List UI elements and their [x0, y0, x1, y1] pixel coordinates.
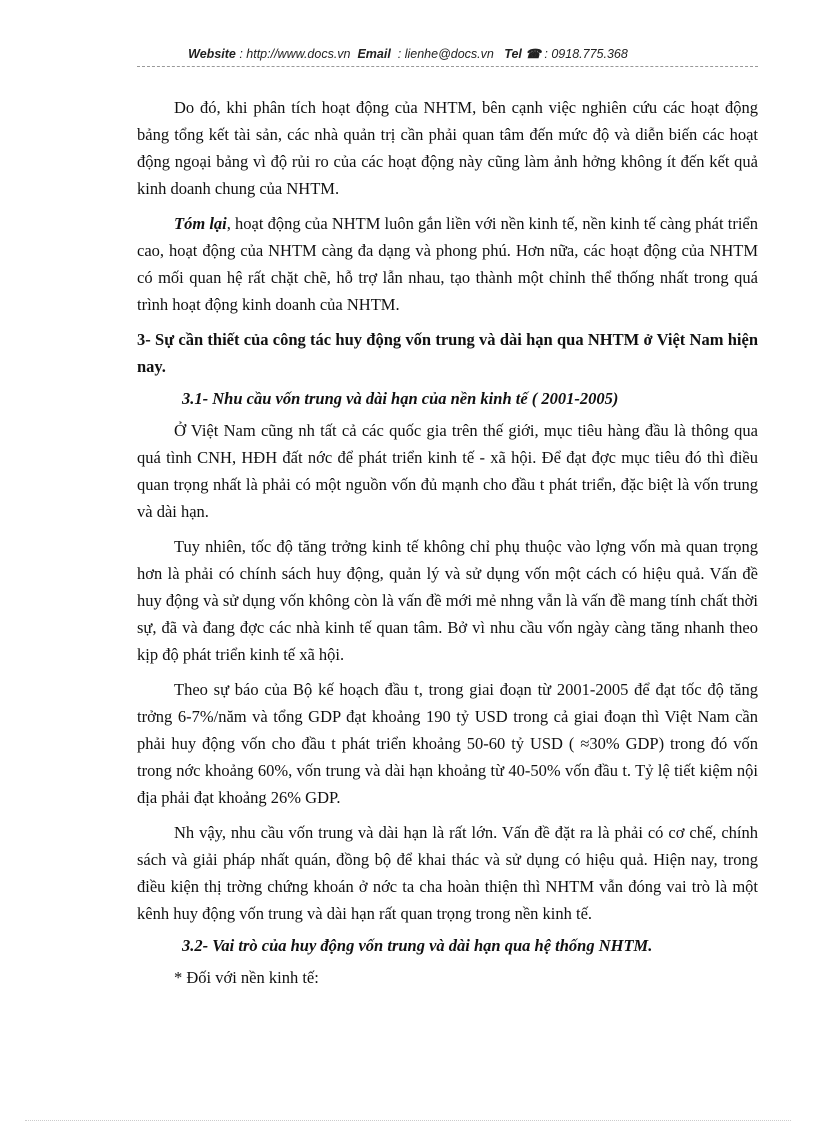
subsection-3-2-heading: 3.2- Vai trò của huy động vốn trung và dài hạn qua hệ thống NHTM.	[182, 936, 653, 955]
document-body	[137, 94, 758, 991]
summary-lead: Tóm lại	[174, 214, 227, 233]
paragraph-1: Do đó, khi phân tích hoạt động của NHTM, bên cạnh việc nghiên cứu các hoạt động bảng tổng kết tài sản, các nhà quản trị cần phải quan tâm đến mức độ và diễn biến các hoạt động ngoại bảng vì độ rủi ro của các hoạt động này cũng làm ảnh hởng không ít đến kết quả kinh doanh chung của NHTM.	[137, 98, 758, 198]
website-value: : http://www.docs.vn	[239, 47, 351, 61]
tel-label: Tel ☎	[504, 47, 541, 61]
tel-value: : 0918.775.368	[544, 47, 628, 61]
page-header	[0, 46, 816, 61]
email-value: : lienhe@docs.vn	[397, 47, 494, 61]
paragraph-4: Tuy nhiên, tốc độ tăng trởng kinh tế không chỉ phụ thuộc vào lợng vốn mà quan trọng hơn là phải có chính sách huy động, quản lý và sử dụng vốn một cách có hiệu quả. Vấn đề huy động và sử dụng vốn không còn là vấn đề mới mẻ nhng vẫn là vấn đề mang tính chất thời sự, đã và đang đợc các nhà kinh tế quan tâm. Bở vì nhu cầu vốn ngày càng tăng nhanh theo kịp độ phát triển kinh tế xã hội.	[137, 537, 758, 664]
bullet-economy: * Đối với nền kinh tế:	[174, 968, 319, 987]
email-label: Email	[357, 47, 391, 61]
section-3-heading: 3- Sự cần thiết của công tác huy động vốn trung và dài hạn qua NHTM ở Việt Nam hiện nay.	[137, 330, 758, 376]
paragraph-3: Ở Việt Nam cũng nh tất cả các quốc gia trên thế giới, mục tiêu hàng đầu là thông qua quá tình CNH, HĐH đất nớc để phát triển kinh tế - xã hội. Để đạt đợc mục tiêu đó thì điều quan trọng nhất là phải có một nguồn vốn đủ mạnh cho đầu t phát triển, đặc biệt là vốn trung và dài hạn.	[137, 421, 758, 521]
website-label: Website	[188, 47, 236, 61]
paragraph-5: Theo sự báo của Bộ kế hoạch đầu t, trong giai đoạn từ 2001-2005 để đạt tốc độ tăng trởng 6-7%/năm và tổng GDP đạt khoảng 190 tỷ USD trong cả giai đoạn thì Việt Nam cần phải huy động vốn cho đầu t phát triển khoảng 50-60 tỷ USD ( ≈30% GDP) trong đó vốn trong nớc khoảng 60%, vốn trung và dài hạn khoảng từ 40-50% vốn đầu t. Tỷ lệ tiết kiệm nội địa phải đạt khoảng 26% GDP.	[137, 680, 758, 807]
subsection-3-1-heading: 3.1- Nhu cầu vốn trung và dài hạn của nền kinh tế ( 2001-2005)	[182, 389, 619, 408]
summary-text: , hoạt động của NHTM luôn gắn liền với nền kinh tế, nền kinh tế càng phát triển cao, hoạt động của NHTM càng đa dạng và phong phú. Hơn nữa, các hoạt động của NHTM có mối quan hệ rất chặt chẽ, hỗ trợ lẫn nhau, tạo thành một chỉnh thể thống nhất trong quá trình hoạt động kinh doanh của NHTM.	[137, 214, 758, 314]
header-divider	[137, 66, 758, 67]
page-bottom-border	[25, 1120, 791, 1121]
paragraph-6: Nh vậy, nhu cầu vốn trung và dài hạn là rất lớn. Vấn đề đặt ra là phải có cơ chế, chính sách và giải pháp nhất quán, đồng bộ để khai thác và sử dụng có hiệu quả. Hiện nay, trong điều kiện thị trờng chứng khoán ở nớc ta cha hoàn thiện thì NHTM vẫn đóng vai trò là một kênh huy động vốn trung và dài hạn rất quan trọng trong nền kinh tế.	[137, 823, 758, 923]
paragraph-2	[137, 210, 758, 318]
